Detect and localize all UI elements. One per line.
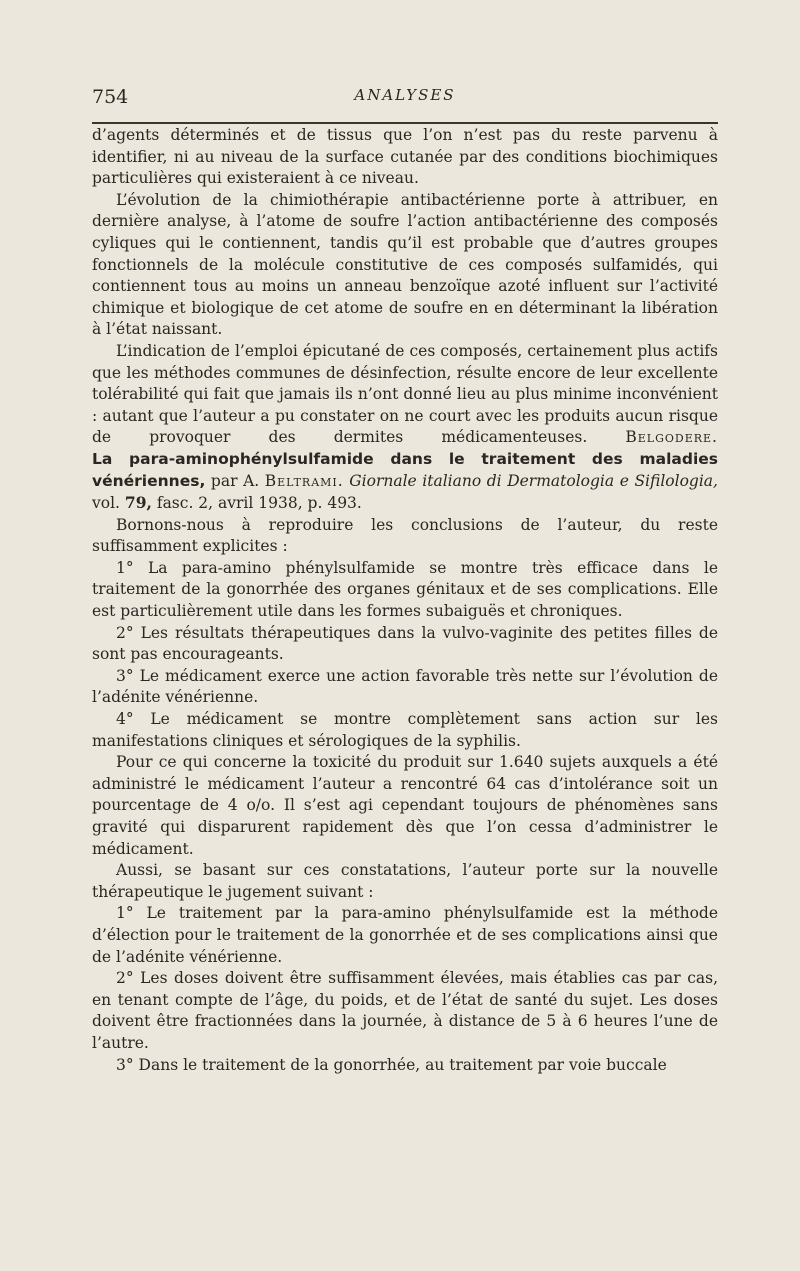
review-by: par A. [210,471,260,490]
paragraph: 4° Le médicament se montre complètement sans action sur les manifestations cliniques et sérologiques de la syphilis. [92,710,718,750]
review-heading [92,449,718,515]
paragraph: d’agents déterminés et de tissus que l’on n’est pas du reste parvenu à identifier, ni au niveau de la surface cutanée par des conditions biochimiques particulières qui existeraient à ce niveau. [92,126,718,188]
review-citation: fasc. 2, avril 1938, p. 493. [156,494,362,513]
paragraph: 2° Les résultats thérapeutiques dans la vulvo-vaginite des petites filles de sont pas encourageants. [92,623,718,664]
review-journal: Giornale italiano di Dermatologia e Sifilologia, [349,471,718,490]
header-rule [92,122,718,124]
paragraph: Pour ce qui concerne la toxicité du produit sur 1.640 sujets auxquels a été administré le médicament l’auteur a rencontré 64 cas d’intolérance soit un pourcentage de 4 o/o. Il s’est agi cependant toujours de phénomènes sans gravité qui disparurent rapidement dès que l’on cessa d’administrer le médicament. [92,753,718,858]
reviewer-signature: Belgodere. [625,428,718,447]
review-volume-label: vol. [92,494,120,513]
paragraph: Aussi, se basant sur ces constatations, l’auteur porte sur la nouvelle thérapeutique le jugement suivant : [92,861,718,901]
paragraph-text: L’indication de l’emploi épicutané de ces composés, certainement plus actifs que les méthodes communes de désinfection, résulte encore de leur excellente tolérabilité qui fait que jamais ils n’ont donné lieu au plus minime inconvénient : autant que l’auteur a pu constater on ne court avec les produits aucun risque de provoquer des dermites médicamenteuses. [92,341,718,447]
paragraph: 1° Le traitement par la para-amino phénylsulfamide est la méthode d’élection pour le traitement de la gonorrhée et de ses complications ainsi que de l’adénite vénérienne. [92,904,718,966]
paragraph: Bornons-nous à reproduire les conclusions de l’auteur, du reste suffisamment explicites : [92,515,718,556]
page-body [92,125,718,1076]
review-volume-number: 79, [124,493,152,513]
review-title: La para-aminophénylsulfamide dans le traitement des maladies vénériennes, [92,449,718,490]
page-header [92,86,718,116]
review-author: Beltrami. [264,471,344,490]
page-number: 754 [92,86,129,108]
paragraph: 3° Dans le traitement de la gonorrhée, au traitement par voie buccale [116,1055,667,1074]
paragraph: L’évolution de la chimiothérapie antibactérienne porte à attribuer, en dernière analyse, à l’atome de soufre l’action antibactérienne des composés cyliques qui le contiennent, tandis qu’il est probable que d’autres groupes fonctionnels de la molécule constitutive de ces composés sulfamidés, qui contiennent tous au moins un anneau benzoïque azoté influent sur l’activité chimique et biologique de cet atome de soufre en en déterminant la libération à l’état naissant. [92,190,718,339]
paragraph: 2° Les doses doivent être suffisamment élevées, mais établies cas par cas, en tenant compte de l’âge, du poids, et de l’état de santé du sujet. Les doses doivent être fractionnées dans la journée, à distance de 5 à 6 heures l’une de l’autre. [92,969,718,1052]
paragraph-signed [92,341,718,449]
paragraph: 3° Le médicament exerce une action favorable très nette sur l’évolution de l’adénite vénérienne. [92,666,718,707]
running-title: ANALYSES [354,86,456,104]
paragraph: 1° La para-amino phénylsulfamide se montre très efficace dans le traitement de la gonorrhée des organes génitaux et de ses complications. Elle est particulièrement utile dans les formes subaiguës et chroniques. [92,558,718,621]
